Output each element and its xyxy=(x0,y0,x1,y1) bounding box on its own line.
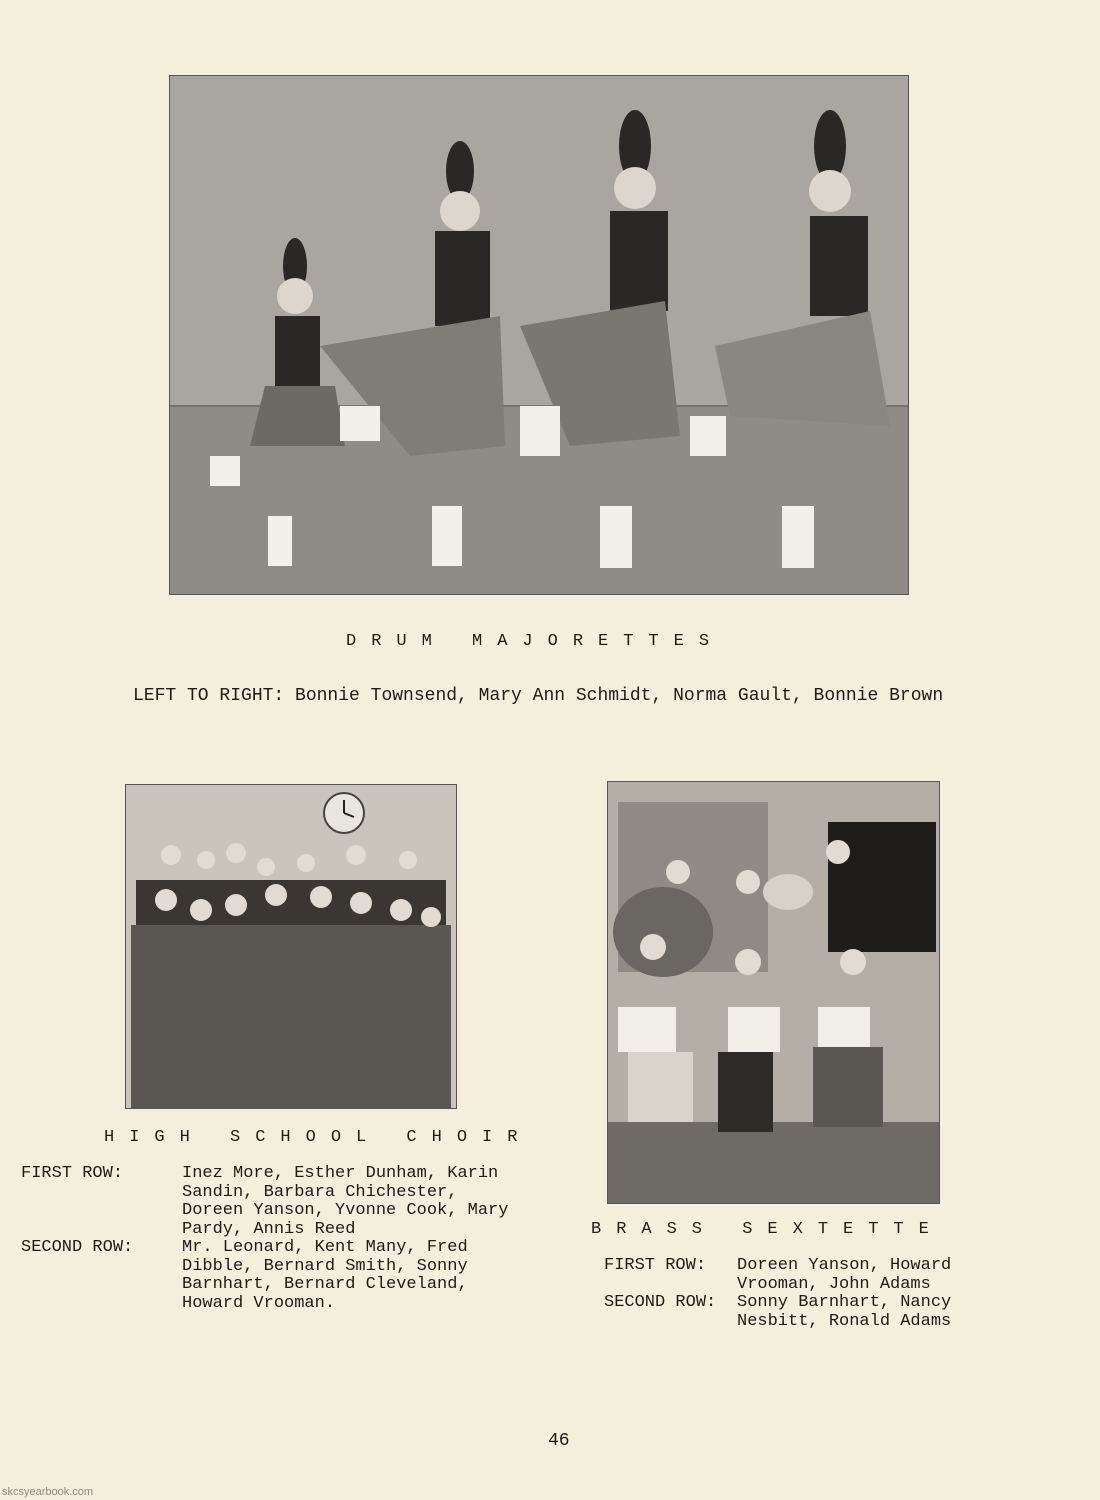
choir-second-row xyxy=(21,1239,508,1313)
high-school-choir-roster xyxy=(21,1165,508,1313)
row-names: Sonny Barnhart, Nancy Nesbitt, Ronald Adams xyxy=(737,1293,952,1331)
row-label: FIRST ROW: xyxy=(604,1256,707,1275)
chalkboard xyxy=(828,822,936,952)
row-label: FIRST ROW: xyxy=(21,1164,124,1183)
page-number: 46 xyxy=(548,1431,570,1451)
row-label: SECOND ROW: xyxy=(604,1293,717,1312)
drum-majorettes-caption: LEFT TO RIGHT: Bonnie Townsend, Mary Ann Schmidt, Norma Gault, Bonnie Brown xyxy=(133,686,944,706)
row-names: Doreen Yanson, Howard Vrooman, John Adams xyxy=(737,1256,952,1294)
brass-sextette-roster xyxy=(604,1257,951,1331)
choir-first-row xyxy=(21,1165,508,1239)
row-label: SECOND ROW: xyxy=(21,1238,134,1257)
sextette-second-row xyxy=(604,1294,951,1331)
row-names: Mr. Leonard, Kent Many, Fred Dibble, Bernard Smith, Sonny Barnhart, Bernard Cleveland, Howard Vrooman. xyxy=(182,1238,468,1313)
drum-majorettes-photo xyxy=(169,75,909,595)
site-watermark: skcsyearbook.com xyxy=(2,1486,94,1498)
brass-sextette-photo xyxy=(607,781,940,1204)
sextette-first-row xyxy=(604,1257,951,1294)
high-school-choir-photo xyxy=(125,784,457,1109)
high-school-choir-title: HIGH SCHOOL CHOIR xyxy=(104,1128,533,1147)
brass-sextette-title: BRASS SEXTETTE xyxy=(591,1220,944,1239)
drum-majorettes-title: DRUM MAJORETTES xyxy=(346,632,725,651)
row-names: Inez More, Esther Dunham, Karin Sandin, Barbara Chichester, Doreen Yanson, Yvonne Cook, Mary Pardy, Annis Reed xyxy=(182,1164,509,1239)
tuba-icon xyxy=(613,887,713,977)
